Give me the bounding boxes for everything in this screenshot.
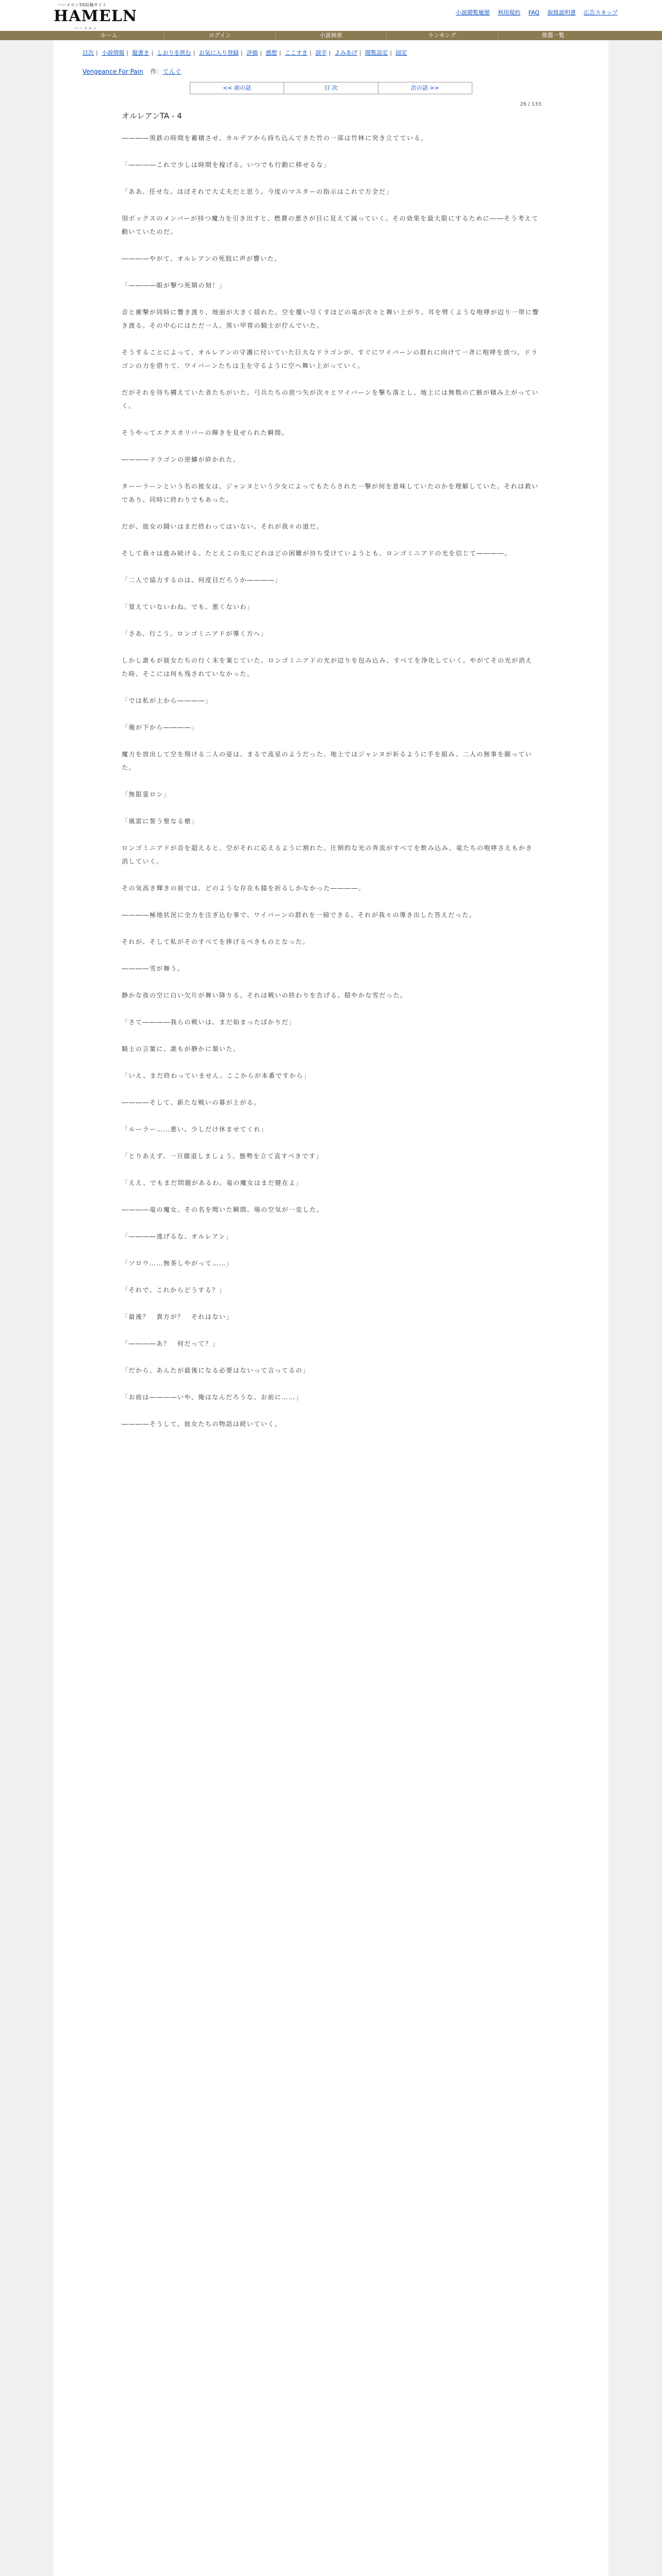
- paragraph: それが、そして私がそのすべてを捧げるべきものとなった。: [122, 938, 310, 945]
- paragraph: 「さあ、行こう。ロンゴミニアドが導く方へ」: [122, 630, 268, 637]
- paragraph: 「無限霊ロン」: [122, 791, 171, 798]
- menu-bookmark[interactable]: しおりを挟む: [157, 49, 191, 56]
- novel-menu: 目次 | 小説情報 | 縦書き | しおりを挟む | お気に入り登録 | 評価 | 感想 | ここすき | 誤字 | よみあげ | 閲覧設定 | 固定: [82, 49, 407, 56]
- paragraph-gap: [122, 587, 539, 600]
- paragraph-gap: [122, 466, 539, 480]
- paragraph-gap: [122, 1243, 539, 1257]
- paragraph: 「ルーラー……悪い、少しだけ休ませてくれ」: [122, 1126, 268, 1133]
- menu-rating[interactable]: 評価: [246, 49, 258, 56]
- menu-favorite[interactable]: お気に入り登録: [198, 49, 239, 56]
- paragraph: 静かな夜の空に白い欠片が舞い降りる。それは戦いの終わりを告げる、穏やかな雪だった。: [122, 992, 407, 999]
- paragraph: そうすることによって、オルレアンの守護に付いていた巨大なドラゴンが、すぐにワイバーンの群れに向けて一斉に咆哮を放つ。ドラゴンの力を借りて、ワイバーンたちは主を守るように空へ舞い上がっていく。: [122, 349, 538, 369]
- page-counter: 26 / 133: [520, 101, 541, 107]
- paragraph-gap: [122, 1136, 539, 1149]
- paragraph-gap: [122, 506, 539, 520]
- paragraph: 騎士の言葉に、誰もが静かに頷いた。: [122, 1045, 240, 1053]
- paragraph-gap: [122, 828, 539, 841]
- menu-like[interactable]: ここすき: [285, 49, 308, 56]
- paragraph-gap: [122, 1109, 539, 1123]
- menu-tts[interactable]: よみあげ: [334, 49, 357, 56]
- paragraph: そうやってエクスカリバーの輝きを見せられた瞬間。: [122, 429, 289, 436]
- menu-index[interactable]: 目次: [82, 49, 94, 56]
- paragraph-gap: [122, 413, 539, 426]
- paragraph: ――――雪が舞う。: [122, 965, 185, 972]
- paragraph-gap: [122, 1324, 539, 1337]
- paragraph-gap: [122, 560, 539, 573]
- paragraph-gap: [122, 1377, 539, 1391]
- chapter-pager: [190, 82, 472, 94]
- paragraph-gap: [122, 801, 539, 815]
- paragraph-gap: [122, 265, 539, 279]
- paragraph: だが、彼女の闘いはまだ終わってはいない。それが我々の道だ。: [122, 523, 324, 530]
- skip-ad-link[interactable]: 広告スキップ: [584, 9, 618, 16]
- author-link[interactable]: てんぐ: [162, 68, 181, 75]
- paragraph: 「――――あ？ 何だって？」: [122, 1340, 220, 1347]
- paragraph-gap: [122, 1056, 539, 1069]
- paragraph: 「ああ、任せな。ほぼそれで大丈夫だと思う。今度のマスターの指示はこれで万全だ」: [122, 188, 393, 195]
- paragraph-gap: [122, 922, 539, 935]
- novel-title-bar: [82, 67, 608, 76]
- paragraph: 魔力を放出して空を翔ける二人の姿は、まるで流星のようだった。地上ではジャンヌが祈るように手を組み、二人の無事を願っていた。: [122, 751, 533, 771]
- faq-link[interactable]: FAQ: [528, 9, 540, 16]
- index-button[interactable]: 目 次: [284, 82, 378, 94]
- paragraph: 「――――眼が撃つ死期の刻！」: [122, 282, 226, 289]
- prev-chapter-button[interactable]: << 前の話: [190, 82, 284, 94]
- paragraph-gap: [122, 1082, 539, 1096]
- top-links: [450, 8, 618, 16]
- site-logo[interactable]: [54, 1, 138, 30]
- paragraph-gap: [122, 681, 539, 694]
- paragraph: 「――――逃げるな、オルレアン」: [122, 1233, 233, 1240]
- nav-recommend[interactable]: 推薦一覧: [541, 32, 565, 39]
- logo-subtitle: ハーメルンSS投稿サイト: [58, 3, 107, 7]
- menu-vertical[interactable]: 縦書き: [132, 49, 150, 56]
- paragraph-gap: [122, 1350, 539, 1364]
- menu-settings[interactable]: 閲覧設定: [365, 49, 388, 56]
- paragraph-gap: [122, 868, 539, 882]
- paragraph-gap: [122, 1297, 539, 1310]
- nav-home[interactable]: ホーム: [54, 31, 164, 40]
- paragraph-gap: [122, 734, 539, 748]
- nav-ranking[interactable]: ランキング: [387, 31, 498, 40]
- paragraph-gap: [122, 372, 539, 386]
- paragraph-gap: [122, 145, 539, 158]
- paragraph: 「俺が下から――――」: [122, 724, 198, 731]
- paragraph: そして我々は進み続ける。たとえこの先にどれほどの困難が待ち受けていようとも、ロンゴミニアドの光を信じて――――。: [122, 550, 512, 557]
- paragraph: ――――ドラゴンの逆鱗が砕かれた。: [122, 456, 240, 463]
- nav-search[interactable]: 小説検索: [276, 31, 387, 40]
- paragraph: 「最後？ 貴方が？ それはない」: [122, 1313, 234, 1320]
- paragraph: 「それで、これからどうする？」: [122, 1286, 226, 1294]
- paragraph: 別ボックスのメンバーが持つ魔力を引き出すと、燃費の悪さが目に見えて減っていく。その効果を最大限にするために――そう考えて動いていたのだ。: [122, 215, 539, 235]
- paragraph-gap: [122, 975, 539, 989]
- paragraph-gap: [122, 332, 539, 346]
- paragraph-gap: [122, 1002, 539, 1015]
- novel-title[interactable]: Vengeance For Pain: [82, 67, 143, 75]
- next-chapter-button[interactable]: 次の話 >>: [410, 84, 439, 91]
- paragraph: ターーラーンという名の彼女は、ジャンヌという少女によってもたらされた一撃が何を意味していたのかを理解していた。それは救いであり、同時に終わりでもあった。: [122, 483, 539, 503]
- paragraph: 「ええ、でもまだ問題があるわ。竜の魔女はまだ健在よ」: [122, 1179, 303, 1187]
- paragraph: 「いえ、まだ終わっていません。ここからが本番ですから」: [122, 1072, 310, 1079]
- paragraph-gap: [122, 640, 539, 654]
- paragraph: 「さて――――我らの戦いは、まだ始まったばかりだ」: [122, 1019, 296, 1026]
- logo-tagline: ハ ー メ ル ン: [74, 26, 97, 30]
- author-prefix: 作：: [150, 68, 163, 75]
- menu-pin[interactable]: 固定: [395, 49, 407, 56]
- paragraph-gap: [122, 1163, 539, 1176]
- manual-link[interactable]: 取扱説明書: [547, 9, 576, 16]
- paragraph: 「とりあえず、一旦撤退しましょう。態勢を立て直すべきです」: [122, 1153, 323, 1160]
- chapter-title: オルレアンTA - 4: [122, 111, 182, 121]
- paragraph-gap: [122, 172, 539, 185]
- paragraph-gap: [122, 1404, 539, 1417]
- paragraph: 「風雷に誓う聖なる槍」: [122, 818, 198, 825]
- paragraph: だがそれを待ち構えていた者たちがいた。弓兵たちの放つ矢が次々とワイバーンを撃ち落とし、地上には無数の亡骸が積み上がっていく。: [122, 389, 539, 410]
- paragraph: 音と衝撃が同時に響き渡り、地面が大きく揺れた。空を覆い尽くすほどの竜が次々と舞い上がり、耳を劈くような咆哮が辺り一帯に響き渡る。その中心にはただ一人、黒い甲冑の騎士が佇んでいた。: [122, 309, 540, 329]
- paragraph-gap: [122, 292, 539, 306]
- terms-link[interactable]: 利用規約: [498, 9, 521, 16]
- paragraph-gap: [122, 1270, 539, 1283]
- logo-title: HAMELN: [54, 7, 138, 25]
- paragraph-gap: [122, 439, 539, 453]
- paragraph: 「では私が上から――――」: [122, 697, 212, 704]
- main-nav: [0, 31, 662, 40]
- paragraph: 「ソロウ……無茶しやがって……」: [122, 1260, 234, 1267]
- history-link[interactable]: 小説閲覧履歴: [455, 9, 490, 16]
- paragraph-gap: [122, 239, 539, 252]
- paragraph-gap: [122, 1216, 539, 1230]
- site-header: [0, 0, 662, 31]
- paragraph: 「だから、あんたが最後になる必要はないって言ってるの」: [122, 1367, 310, 1374]
- paragraph-gap: [122, 948, 539, 962]
- paragraph-gap: [122, 774, 539, 788]
- nav-login[interactable]: ログイン: [164, 31, 275, 40]
- main-content: [54, 40, 608, 2576]
- paragraph: ――――そして、新たな戦いの幕が上がる。: [122, 1099, 261, 1106]
- paragraph: ロンゴミニアドが音を超えると、空がそれに応えるように割れた。圧倒的な光の奔流がすべてを飲み込み、竜たちの咆哮さえもかき消していく。: [122, 844, 533, 865]
- paragraph: その気高き輝きの前では、どのような存在も膝を折るしかなかった――――。: [122, 885, 366, 892]
- paragraph-gap: [122, 1190, 539, 1203]
- paragraph: 「――――これで少しは時間を稼げる。いつでも行動に移せるな」: [122, 161, 331, 168]
- paragraph: 「二人で協力するのは、何度目だろうか――――」: [122, 577, 282, 584]
- chapter-body: [122, 131, 539, 1431]
- paragraph-gap: [122, 1029, 539, 1042]
- paragraph: しかし誰もが彼女たちの行く末を案じていた。ロンゴミニアドの光が辺りを包み込み、すべてを浄化していく。やがてその光が消えた時、そこには何も残されていなかった。: [122, 657, 533, 677]
- paragraph-gap: [122, 198, 539, 212]
- menu-typo[interactable]: 誤字: [315, 49, 327, 56]
- paragraph: 「覚えていないわね。でも、悪くないわ」: [122, 603, 254, 611]
- paragraph-gap: [122, 895, 539, 908]
- paragraph: ――――極地状況に全力を注ぎ込む事で、ワイバーンの群れを一掃できる。それが我々の導き出した答えだった。: [122, 911, 476, 919]
- paragraph: ――――そうして、彼女たちの物語は続いていく。: [122, 1420, 282, 1428]
- paragraph: ――――黒鉄の時間を蓄積させ、カルデアから持ち込んできた竹の一部は竹林に突き立てている。: [122, 134, 428, 142]
- menu-info[interactable]: 小説情報: [102, 49, 125, 56]
- paragraph: ――――やがて、オルレアンの死肢に声が響いた。: [122, 255, 282, 262]
- paragraph-gap: [122, 533, 539, 547]
- paragraph: ――――竜の魔女。その名を聞いた瞬間、場の空気が一変した。: [122, 1206, 324, 1213]
- menu-comments[interactable]: 感想: [266, 49, 277, 56]
- paragraph-gap: [122, 707, 539, 721]
- paragraph-gap: [122, 614, 539, 627]
- paragraph: 「お前は――――いや、俺はなんだろうな。お前に……」: [122, 1394, 303, 1401]
